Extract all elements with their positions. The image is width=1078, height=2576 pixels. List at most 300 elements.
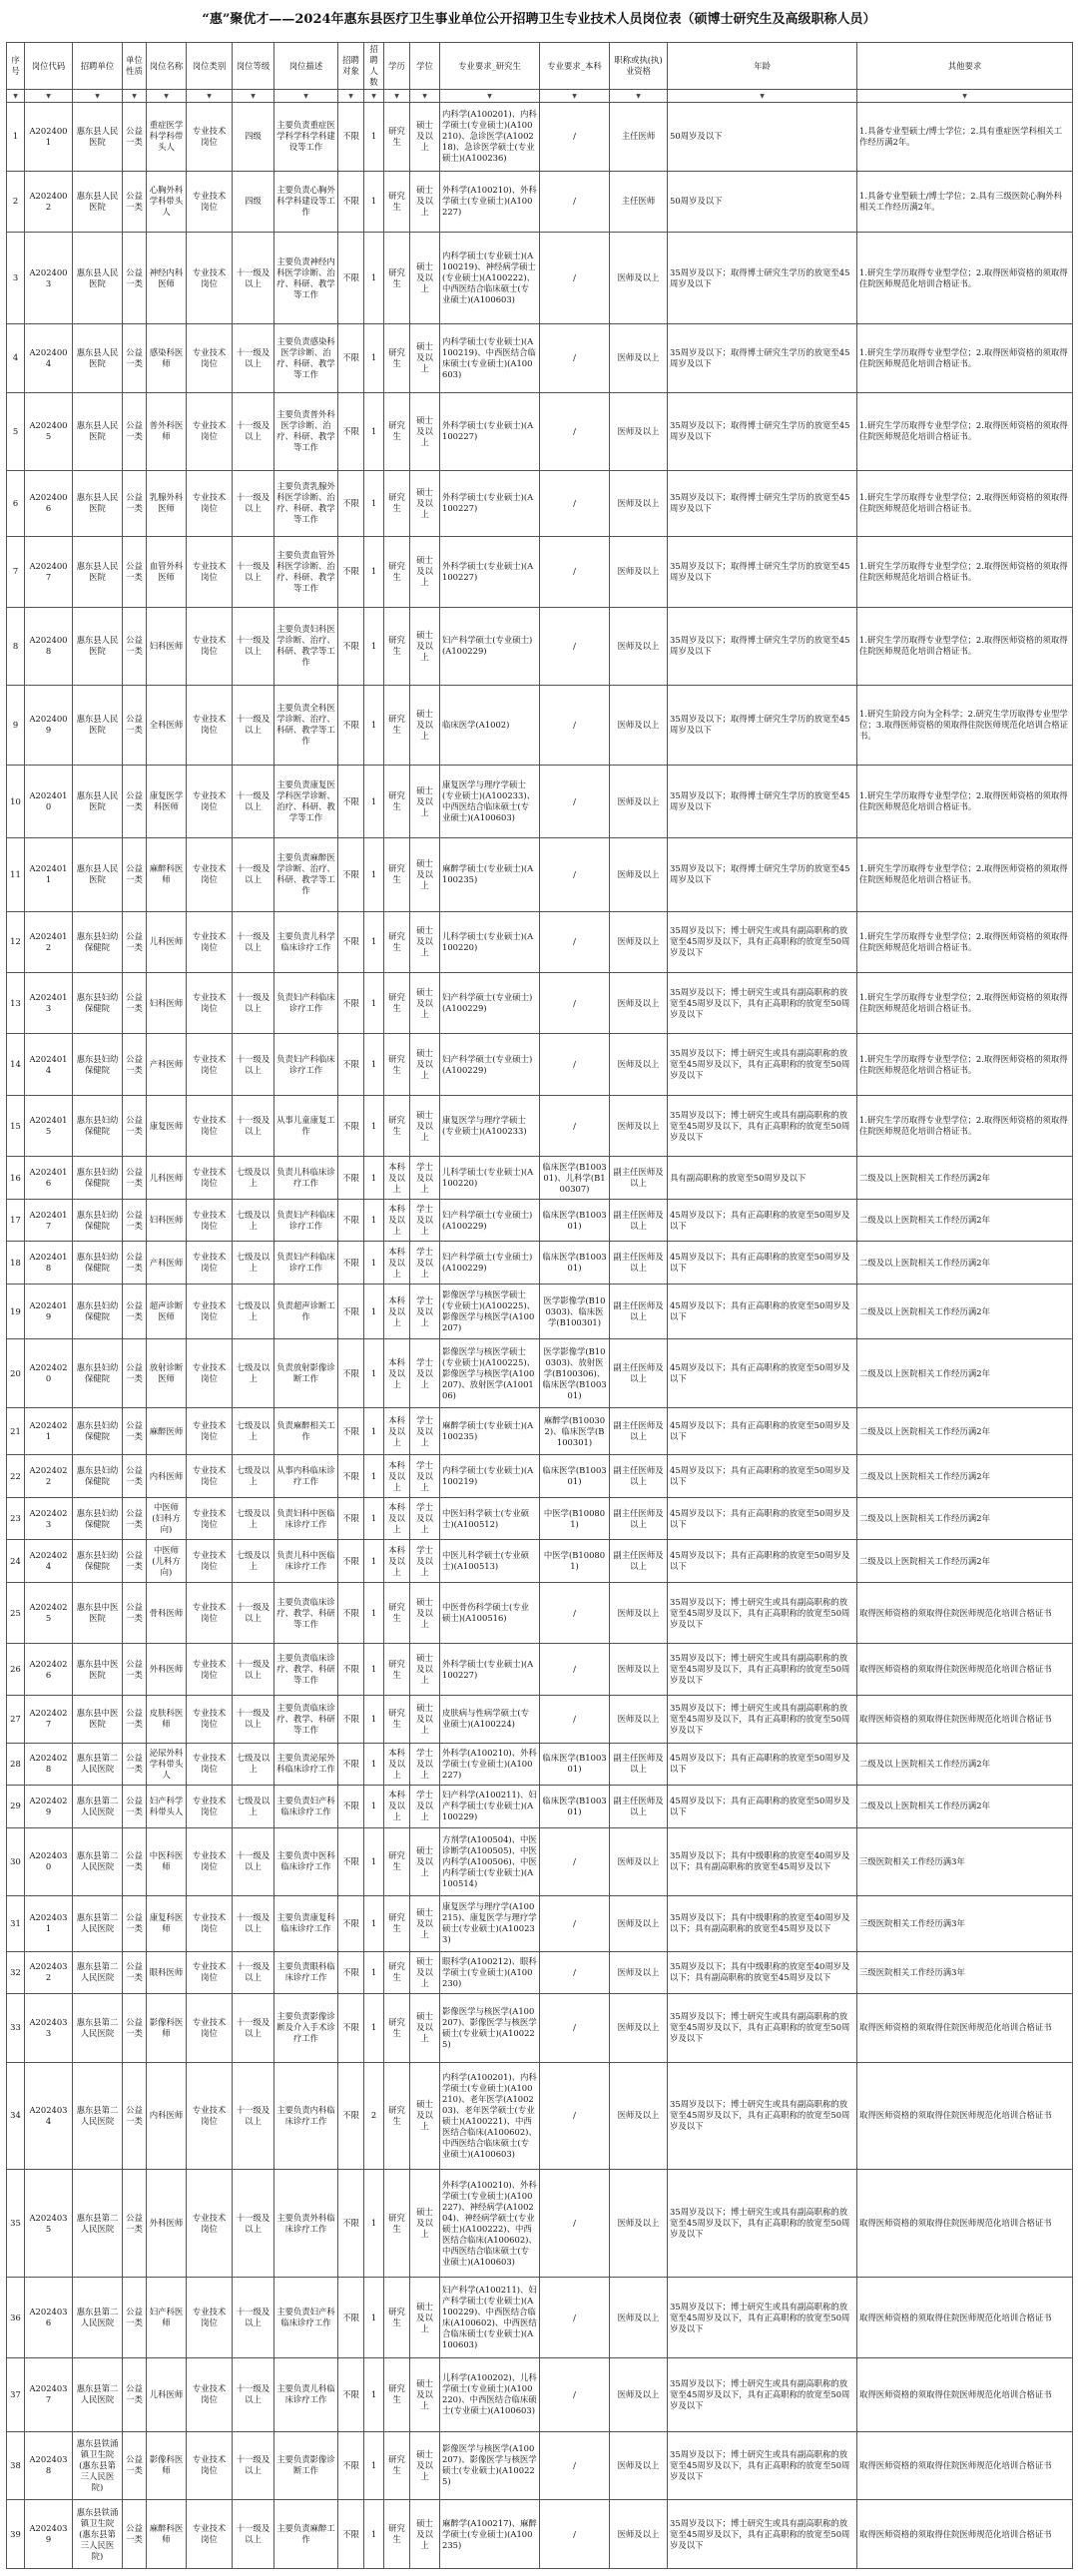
cell-position: 妇科医师	[147, 1199, 187, 1242]
cell-description: 负责超声诊断工作	[274, 1284, 338, 1339]
table-row	[7, 2170, 1073, 2278]
cell-education: 研究生	[384, 2500, 410, 2569]
table-row	[7, 324, 1073, 393]
cell-degree: 硕士及以上	[410, 685, 440, 765]
filter-dropdown-icon[interactable]: ▼	[338, 90, 364, 103]
cell-degree: 硕士及以上	[410, 470, 440, 536]
header-degree: 学位	[410, 43, 440, 90]
cell-count: 1	[364, 1095, 384, 1156]
cell-unit-type: 公益一类	[123, 685, 147, 765]
cell-degree: 硕士及以上	[410, 2277, 440, 2358]
cell-category: 专业技术岗位	[187, 1497, 233, 1540]
filter-dropdown-icon[interactable]: ▼	[187, 90, 233, 103]
cell-degree: 硕士及以上	[410, 2062, 440, 2170]
cell-description: 主要负责影像诊断及介入手术诊疗工作	[274, 1994, 338, 2063]
cell-other: 取得医师资格的须取得住院医师规范化培训合格证书	[857, 1582, 1073, 1643]
cell-count: 1	[364, 1951, 384, 1994]
table-row	[7, 392, 1073, 470]
cell-education: 本科及以上	[384, 1407, 410, 1454]
cell-description: 主要负责临床诊疗、教学、科研等工作	[274, 1696, 338, 1743]
cell-education: 研究生	[384, 324, 410, 393]
cell-major-postgrad: 妇产科学(A100211)、妇产科学硕士(专业硕士)(A100229)	[440, 1786, 540, 1828]
cell-unit-type: 公益一类	[123, 1407, 147, 1454]
cell-education: 研究生	[384, 2358, 410, 2431]
cell-other: 三级医院相关工作经历满3年	[857, 1951, 1073, 1994]
table-row	[7, 2358, 1073, 2431]
cell-major-undergrad: /	[540, 2170, 610, 2278]
cell-code: A2024014	[25, 1034, 73, 1095]
cell-major-postgrad: 妇产科学硕士(专业硕士)(A100229)	[440, 1034, 540, 1095]
cell-major-postgrad: 外科学硕士(专业硕士)(A100227)	[440, 1644, 540, 1696]
cell-other: 1.研究生阶段方向为全科学；2.研究生学历取得专业型学位；3.取得医师资格的须取得住院医师规范化培训合格证书。	[857, 685, 1073, 765]
filter-dropdown-icon[interactable]: ▼	[233, 90, 274, 103]
cell-description: 主要负责妇产科临床诊疗工作	[274, 2277, 338, 2358]
cell-level: 七级及以上	[233, 1407, 274, 1454]
cell-other: 1.研究生学历取得专业型学位；2.取得医师资格的须取得住院医师规范化培训合格证书。	[857, 536, 1073, 607]
header-unit-type: 单位性质	[123, 43, 147, 90]
cell-position: 骨科医师	[147, 1582, 187, 1643]
cell-seq: 15	[7, 1095, 25, 1156]
cell-level: 十一级及以上	[233, 232, 274, 323]
filter-dropdown-icon[interactable]: ▼	[123, 90, 147, 103]
filter-dropdown-icon[interactable]: ▼	[410, 90, 440, 103]
cell-description: 主要负责乳腺外科医学诊断、治疗、科研、教学等工作	[274, 470, 338, 536]
cell-seq: 5	[7, 392, 25, 470]
filter-dropdown-icon[interactable]: ▼	[274, 90, 338, 103]
cell-education: 研究生	[384, 766, 410, 838]
cell-code: A2024026	[25, 1644, 73, 1696]
cell-qualification: 医师及以上	[610, 2358, 668, 2431]
cell-position: 妇产科医师	[147, 2277, 187, 2358]
cell-qualification: 医师及以上	[610, 1696, 668, 1743]
cell-other: 取得医师资格的须取得住院医师规范化培训合格证书	[857, 2170, 1073, 2278]
cell-degree: 硕士及以上	[410, 2431, 440, 2500]
cell-level: 七级及以上	[233, 1540, 274, 1583]
cell-other: 二级及以上医院相关工作经历满2年	[857, 1284, 1073, 1339]
cell-target: 不限	[338, 1242, 364, 1285]
table-row	[7, 1951, 1073, 1994]
cell-description: 负责妇产科临床诊疗工作	[274, 1199, 338, 1242]
table-row	[7, 2062, 1073, 2170]
cell-other: 1.研究生学历取得专业型学位；2.取得医师资格的须取得住院医师规范化培训合格证书。	[857, 838, 1073, 911]
cell-category: 专业技术岗位	[187, 324, 233, 393]
cell-major-postgrad: 康复医学与理疗学(A100215)、康复医学与理疗学硕士(专业硕士)(A100233)	[440, 1896, 540, 1952]
cell-level: 十一级及以上	[233, 2358, 274, 2431]
cell-description: 主要负责全科医学诊断、治疗、科研、教学等工作	[274, 685, 338, 765]
cell-position: 麻醉医师	[147, 1407, 187, 1454]
cell-unit-type: 公益一类	[123, 2358, 147, 2431]
table-row	[7, 2277, 1073, 2358]
cell-description: 主要负责临床诊疗、教学、科研等工作	[274, 1582, 338, 1643]
cell-target: 不限	[338, 1696, 364, 1743]
cell-category: 专业技术岗位	[187, 171, 233, 232]
cell-education: 研究生	[384, 1827, 410, 1896]
cell-code: A2024017	[25, 1199, 73, 1242]
cell-target: 不限	[338, 1284, 364, 1339]
cell-age: 50周岁及以下	[668, 171, 857, 232]
filter-dropdown-icon[interactable]: ▼	[440, 90, 540, 103]
cell-description: 主要负责内科临床诊疗工作	[274, 2062, 338, 2170]
cell-target: 不限	[338, 607, 364, 685]
cell-unit-type: 公益一类	[123, 1743, 147, 1786]
cell-seq: 8	[7, 607, 25, 685]
cell-unit: 惠东县第二人民医院	[73, 1896, 123, 1952]
cell-position: 康复医师	[147, 1095, 187, 1156]
filter-dropdown-icon[interactable]: ▼	[384, 90, 410, 103]
cell-major-postgrad: 妇产科学硕士(专业硕士)(A100229)	[440, 1199, 540, 1242]
cell-degree: 学士及以上	[410, 1455, 440, 1498]
cell-qualification: 医师及以上	[610, 911, 668, 972]
cell-qualification: 副主任医师及以上	[610, 1284, 668, 1339]
cell-seq: 24	[7, 1540, 25, 1583]
cell-description: 主要负责普外科医学诊断、治疗、科研、教学等工作	[274, 392, 338, 470]
cell-target: 不限	[338, 1199, 364, 1242]
cell-degree: 学士及以上	[410, 1339, 440, 1408]
cell-target: 不限	[338, 1786, 364, 1828]
cell-seq: 13	[7, 973, 25, 1034]
cell-major-undergrad: /	[540, 1827, 610, 1896]
header-code: 岗位代码	[25, 43, 73, 90]
cell-level: 十一级及以上	[233, 766, 274, 838]
cell-major-postgrad: 康复医学与理疗学硕士(专业硕士)(A100233)、中西医结合临床硕士(专业硕士)(A100603)	[440, 766, 540, 838]
cell-qualification: 医师及以上	[610, 1827, 668, 1896]
cell-major-postgrad: 影像医学与核医学硕士(专业硕士)(A100225)、影像医学与核医学(A100207)	[440, 1284, 540, 1339]
cell-education: 研究生	[384, 1994, 410, 2063]
cell-level: 十一级及以上	[233, 1896, 274, 1952]
cell-major-postgrad: 眼科学(A100212)、眼科学硕士(专业硕士)(A100230)	[440, 1951, 540, 1994]
cell-major-undergrad: /	[540, 536, 610, 607]
cell-count: 1	[364, 685, 384, 765]
cell-level: 十一级及以上	[233, 536, 274, 607]
cell-degree: 硕士及以上	[410, 1827, 440, 1896]
filter-dropdown-icon[interactable]: ▼	[147, 90, 187, 103]
cell-count: 1	[364, 2500, 384, 2569]
cell-age: 35周岁及以下；具有中级职称的放宽至40周岁及以下；具有副高职称的放宽至45周岁及以下	[668, 1827, 857, 1896]
cell-description: 主要负责心胸外科学科建设等工作	[274, 171, 338, 232]
filter-dropdown-icon[interactable]: ▼	[857, 90, 1073, 103]
cell-seq: 18	[7, 1242, 25, 1285]
cell-major-undergrad: /	[540, 911, 610, 972]
cell-unit: 惠东县第二人民医院	[73, 2277, 123, 2358]
cell-description: 主要负责康复医学科医学诊断、治疗、科研、教学等工作	[274, 766, 338, 838]
cell-category: 专业技术岗位	[187, 1034, 233, 1095]
cell-qualification: 副主任医师及以上	[610, 1199, 668, 1242]
cell-education: 研究生	[384, 2062, 410, 2170]
cell-qualification: 副主任医师及以上	[610, 1407, 668, 1454]
cell-unit-type: 公益一类	[123, 1644, 147, 1696]
table-row	[7, 1743, 1073, 1786]
cell-level: 十一级及以上	[233, 607, 274, 685]
cell-description: 负责放射影像诊断工作	[274, 1339, 338, 1408]
header-level: 岗位等级	[233, 43, 274, 90]
cell-degree: 硕士及以上	[410, 1644, 440, 1696]
cell-qualification: 副主任医师及以上	[610, 1786, 668, 1828]
cell-category: 专业技术岗位	[187, 911, 233, 972]
cell-target: 不限	[338, 1951, 364, 1994]
cell-target: 不限	[338, 1095, 364, 1156]
cell-age: 45周岁及以下；具有正高职称的放宽至50周岁及以下	[668, 1242, 857, 1285]
cell-category: 专业技术岗位	[187, 232, 233, 323]
cell-major-postgrad: 影像医学与核医学硕士(专业硕士)(A100225)、影像医学与核医学(A100207)、放射医学(A100106)	[440, 1339, 540, 1408]
cell-code: A2024030	[25, 1827, 73, 1896]
cell-category: 专业技术岗位	[187, 1644, 233, 1696]
cell-code: A2024023	[25, 1497, 73, 1540]
cell-unit-type: 公益一类	[123, 911, 147, 972]
cell-unit: 惠东县妇幼保健院	[73, 1034, 123, 1095]
cell-other: 1.研究生学历取得专业型学位；2.取得医师资格的须取得住院医师规范化培训合格证书。	[857, 470, 1073, 536]
cell-seq: 17	[7, 1199, 25, 1242]
cell-level: 十一级及以上	[233, 1827, 274, 1896]
cell-major-postgrad: 儿科学(A100202)、儿科学硕士(专业硕士)(A100220)、中西医结合临床硕士(专业硕士)(A100603)	[440, 2358, 540, 2431]
cell-code: A2024005	[25, 392, 73, 470]
header-position: 岗位名称	[147, 43, 187, 90]
cell-other: 三级医院相关工作经历满3年	[857, 1827, 1073, 1896]
cell-major-undergrad: /	[540, 171, 610, 232]
cell-education: 研究生	[384, 171, 410, 232]
cell-qualification: 副主任医师及以上	[610, 1242, 668, 1285]
cell-education: 研究生	[384, 392, 410, 470]
cell-category: 专业技术岗位	[187, 2500, 233, 2569]
cell-level: 十一级及以上	[233, 2277, 274, 2358]
cell-position: 儿科医师	[147, 1157, 187, 1200]
cell-seq: 26	[7, 1644, 25, 1696]
cell-description: 主要负责妇产科临床诊疗工作	[274, 1786, 338, 1828]
cell-major-undergrad: /	[540, 766, 610, 838]
table-row	[7, 470, 1073, 536]
cell-age: 35周岁及以下；博士研究生或具有副高职称的放宽至45周岁及以下，具有正高职称的放宽至50周岁及以下	[668, 1994, 857, 2063]
cell-unit-type: 公益一类	[123, 2277, 147, 2358]
cell-category: 专业技术岗位	[187, 1896, 233, 1952]
table-row	[7, 1242, 1073, 1285]
cell-category: 专业技术岗位	[187, 392, 233, 470]
filter-dropdown-icon[interactable]: ▼	[610, 90, 668, 103]
cell-target: 不限	[338, 1582, 364, 1643]
cell-major-postgrad: 内科学硕士(专业硕士)(A100219)	[440, 1455, 540, 1498]
cell-category: 专业技术岗位	[187, 1582, 233, 1643]
cell-level: 四级	[233, 103, 274, 172]
cell-seq: 38	[7, 2431, 25, 2500]
cell-description: 主要负责康复科临床诊疗工作	[274, 1896, 338, 1952]
cell-major-undergrad: 麻醉学(B100302)、临床医学(B100301)	[540, 1407, 610, 1454]
cell-age: 50周岁及以下	[668, 103, 857, 172]
cell-major-postgrad: 外科学(A100210)、外科学硕士(专业硕士)(A100227)、神经病学(A100204)、神经病学硕士(专业硕士)(A100222)、中西医结合临床(A100602)、中西医结合临床硕士(专业硕士)(A100603)	[440, 2170, 540, 2278]
cell-target: 不限	[338, 766, 364, 838]
cell-other: 1.研究生学历取得专业型学位；2.取得医师资格的须取得住院医师规范化培训合格证书。	[857, 1095, 1073, 1156]
cell-code: A2024013	[25, 973, 73, 1034]
cell-description: 主要负责麻醉医学诊断、治疗、科研、教学等工作	[274, 838, 338, 911]
cell-other: 三级医院相关工作经历满3年	[857, 1896, 1073, 1952]
cell-education: 本科及以上	[384, 1743, 410, 1786]
cell-level: 十一级及以上	[233, 470, 274, 536]
cell-target: 不限	[338, 392, 364, 470]
cell-code: A2024002	[25, 171, 73, 232]
cell-level: 十一级及以上	[233, 324, 274, 393]
cell-qualification: 副主任医师及以上	[610, 1339, 668, 1408]
table-row	[7, 536, 1073, 607]
cell-level: 十一级及以上	[233, 1582, 274, 1643]
cell-major-undergrad: 临床医学(B100301)	[540, 1743, 610, 1786]
cell-code: A2024025	[25, 1582, 73, 1643]
cell-description: 主要负责外科临床诊疗工作	[274, 2170, 338, 2278]
cell-major-postgrad: 外科学硕士(专业硕士)(A100227)	[440, 536, 540, 607]
cell-target: 不限	[338, 1407, 364, 1454]
cell-major-undergrad: 临床医学(B100301)	[540, 1242, 610, 1285]
cell-other: 取得医师资格的须取得住院医师规范化培训合格证书	[857, 2358, 1073, 2431]
cell-code: A2024006	[25, 470, 73, 536]
cell-code: A2024012	[25, 911, 73, 972]
filter-dropdown-icon[interactable]: ▼	[668, 90, 857, 103]
cell-category: 专业技术岗位	[187, 2062, 233, 2170]
cell-other: 二级及以上医院相关工作经历满2年	[857, 1743, 1073, 1786]
cell-description: 从事儿童康复工作	[274, 1095, 338, 1156]
table-row	[7, 685, 1073, 765]
table-row	[7, 1284, 1073, 1339]
cell-code: A2024018	[25, 1242, 73, 1285]
cell-age: 45周岁及以下；具有正高职称的放宽至50周岁及以下	[668, 1339, 857, 1408]
filter-dropdown-icon[interactable]: ▼	[73, 90, 123, 103]
cell-unit: 惠东县第二人民医院	[73, 1786, 123, 1828]
cell-category: 专业技术岗位	[187, 1786, 233, 1828]
cell-count: 1	[364, 2431, 384, 2500]
cell-major-postgrad: 麻醉学硕士(专业硕士)(A100235)	[440, 838, 540, 911]
cell-age: 35周岁及以下；取得博士研究生学历的放宽至45周岁及以下	[668, 766, 857, 838]
table-row	[7, 1786, 1073, 1828]
table-row	[7, 1582, 1073, 1643]
cell-education: 研究生	[384, 911, 410, 972]
cell-count: 1	[364, 392, 384, 470]
cell-level: 十一级及以上	[233, 911, 274, 972]
cell-unit-type: 公益一类	[123, 171, 147, 232]
cell-unit: 惠东县人民医院	[73, 324, 123, 393]
cell-count: 1	[364, 536, 384, 607]
cell-major-undergrad: /	[540, 1896, 610, 1952]
cell-target: 不限	[338, 1497, 364, 1540]
cell-category: 专业技术岗位	[187, 838, 233, 911]
cell-age: 45周岁及以下；具有正高职称的放宽至50周岁及以下	[668, 1743, 857, 1786]
cell-age: 35周岁及以下；取得博士研究生学历的放宽至45周岁及以下	[668, 324, 857, 393]
cell-education: 研究生	[384, 607, 410, 685]
cell-unit: 惠东县第二人民医院	[73, 2358, 123, 2431]
cell-other: 二级及以上医院相关工作经历满2年	[857, 1339, 1073, 1408]
cell-unit: 惠东县妇幼保健院	[73, 1199, 123, 1242]
filter-dropdown-icon[interactable]: ▼	[7, 90, 25, 103]
cell-target: 不限	[338, 1455, 364, 1498]
cell-seq: 6	[7, 470, 25, 536]
cell-major-undergrad: 医学影像学(B100303)、临床医学(B100301)	[540, 1284, 610, 1339]
job-table	[6, 42, 1073, 2569]
cell-seq: 3	[7, 232, 25, 323]
cell-education: 研究生	[384, 1896, 410, 1952]
cell-other: 二级及以上医院相关工作经历满2年	[857, 1786, 1073, 1828]
cell-unit-type: 公益一类	[123, 1696, 147, 1743]
cell-other: 取得医师资格的须取得住院医师规范化培训合格证书	[857, 2062, 1073, 2170]
table-row	[7, 1994, 1073, 2063]
table-row	[7, 1095, 1073, 1156]
cell-code: A2024008	[25, 607, 73, 685]
cell-qualification: 医师及以上	[610, 1951, 668, 1994]
table-row	[7, 607, 1073, 685]
cell-education: 研究生	[384, 232, 410, 323]
job-table-container	[6, 42, 1072, 2569]
cell-unit-type: 公益一类	[123, 1497, 147, 1540]
cell-level: 七级及以上	[233, 1157, 274, 1200]
cell-seq: 29	[7, 1786, 25, 1828]
table-row	[7, 1407, 1073, 1454]
cell-major-undergrad: 临床医学(B100301)	[540, 1199, 610, 1242]
filter-dropdown-icon[interactable]: ▼	[540, 90, 610, 103]
cell-position: 眼科医师	[147, 1951, 187, 1994]
cell-count: 1	[364, 232, 384, 323]
cell-other: 取得医师资格的须取得住院医师规范化培训合格证书	[857, 1994, 1073, 2063]
cell-position: 中医师(妇科方向)	[147, 1497, 187, 1540]
filter-dropdown-icon[interactable]: ▼	[364, 90, 384, 103]
cell-position: 康复医学科医师	[147, 766, 187, 838]
cell-major-undergrad: /	[540, 2277, 610, 2358]
cell-degree: 硕士及以上	[410, 2358, 440, 2431]
cell-major-undergrad: /	[540, 2431, 610, 2500]
cell-age: 35周岁及以下；取得博士研究生学历的放宽至45周岁及以下	[668, 838, 857, 911]
cell-major-postgrad: 儿科学硕士(专业硕士)(A100220)	[440, 1157, 540, 1200]
cell-major-undergrad: 中医学(B100801)	[540, 1497, 610, 1540]
cell-position: 产科医师	[147, 1034, 187, 1095]
cell-count: 1	[364, 1339, 384, 1408]
cell-count: 1	[364, 1582, 384, 1643]
cell-unit: 惠东县妇幼保健院	[73, 1242, 123, 1285]
cell-position: 重症医学科学科带头人	[147, 103, 187, 172]
cell-seq: 7	[7, 536, 25, 607]
cell-major-postgrad: 妇产科学硕士(专业硕士)(A100229)	[440, 607, 540, 685]
cell-category: 专业技术岗位	[187, 1540, 233, 1583]
cell-target: 不限	[338, 1896, 364, 1952]
cell-position: 妇科医师	[147, 973, 187, 1034]
cell-age: 35周岁及以下；博士研究生或具有副高职称的放宽至45周岁及以下，具有正高职称的放宽至50周岁及以下	[668, 1582, 857, 1643]
cell-major-undergrad: /	[540, 607, 610, 685]
cell-code: A2024032	[25, 1951, 73, 1994]
table-row	[7, 232, 1073, 323]
cell-unit-type: 公益一类	[123, 838, 147, 911]
cell-category: 专业技术岗位	[187, 2431, 233, 2500]
table-row	[7, 1199, 1073, 1242]
cell-other: 二级及以上医院相关工作经历满2年	[857, 1242, 1073, 1285]
cell-education: 研究生	[384, 2170, 410, 2278]
cell-count: 1	[364, 1696, 384, 1743]
cell-category: 专业技术岗位	[187, 1199, 233, 1242]
cell-category: 专业技术岗位	[187, 1242, 233, 1285]
cell-count: 1	[364, 1743, 384, 1786]
cell-target: 不限	[338, 838, 364, 911]
cell-unit-type: 公益一类	[123, 766, 147, 838]
cell-qualification: 医师及以上	[610, 470, 668, 536]
table-row	[7, 911, 1073, 972]
cell-unit: 惠东县人民医院	[73, 470, 123, 536]
cell-unit-type: 公益一类	[123, 1095, 147, 1156]
cell-degree: 硕士及以上	[410, 171, 440, 232]
cell-target: 不限	[338, 2431, 364, 2500]
cell-education: 本科及以上	[384, 1455, 410, 1498]
cell-major-undergrad: /	[540, 324, 610, 393]
cell-count: 1	[364, 2170, 384, 2278]
cell-position: 妇科医师	[147, 607, 187, 685]
cell-unit-type: 公益一类	[123, 1199, 147, 1242]
cell-age: 45周岁及以下；具有正高职称的放宽至50周岁及以下	[668, 1540, 857, 1583]
cell-target: 不限	[338, 1034, 364, 1095]
cell-degree: 硕士及以上	[410, 536, 440, 607]
cell-major-postgrad: 妇产科学(A100211)、妇产科学硕士(专业硕士)(A100229)、中西医结合临床(A100602)、中西医结合临床硕士(专业硕士)(A100603)	[440, 2277, 540, 2358]
cell-target: 不限	[338, 470, 364, 536]
cell-unit: 惠东县铁涌镇卫生院(惠东县第三人民医院)	[73, 2431, 123, 2500]
cell-unit-type: 公益一类	[123, 324, 147, 393]
filter-dropdown-icon[interactable]: ▼	[25, 90, 73, 103]
